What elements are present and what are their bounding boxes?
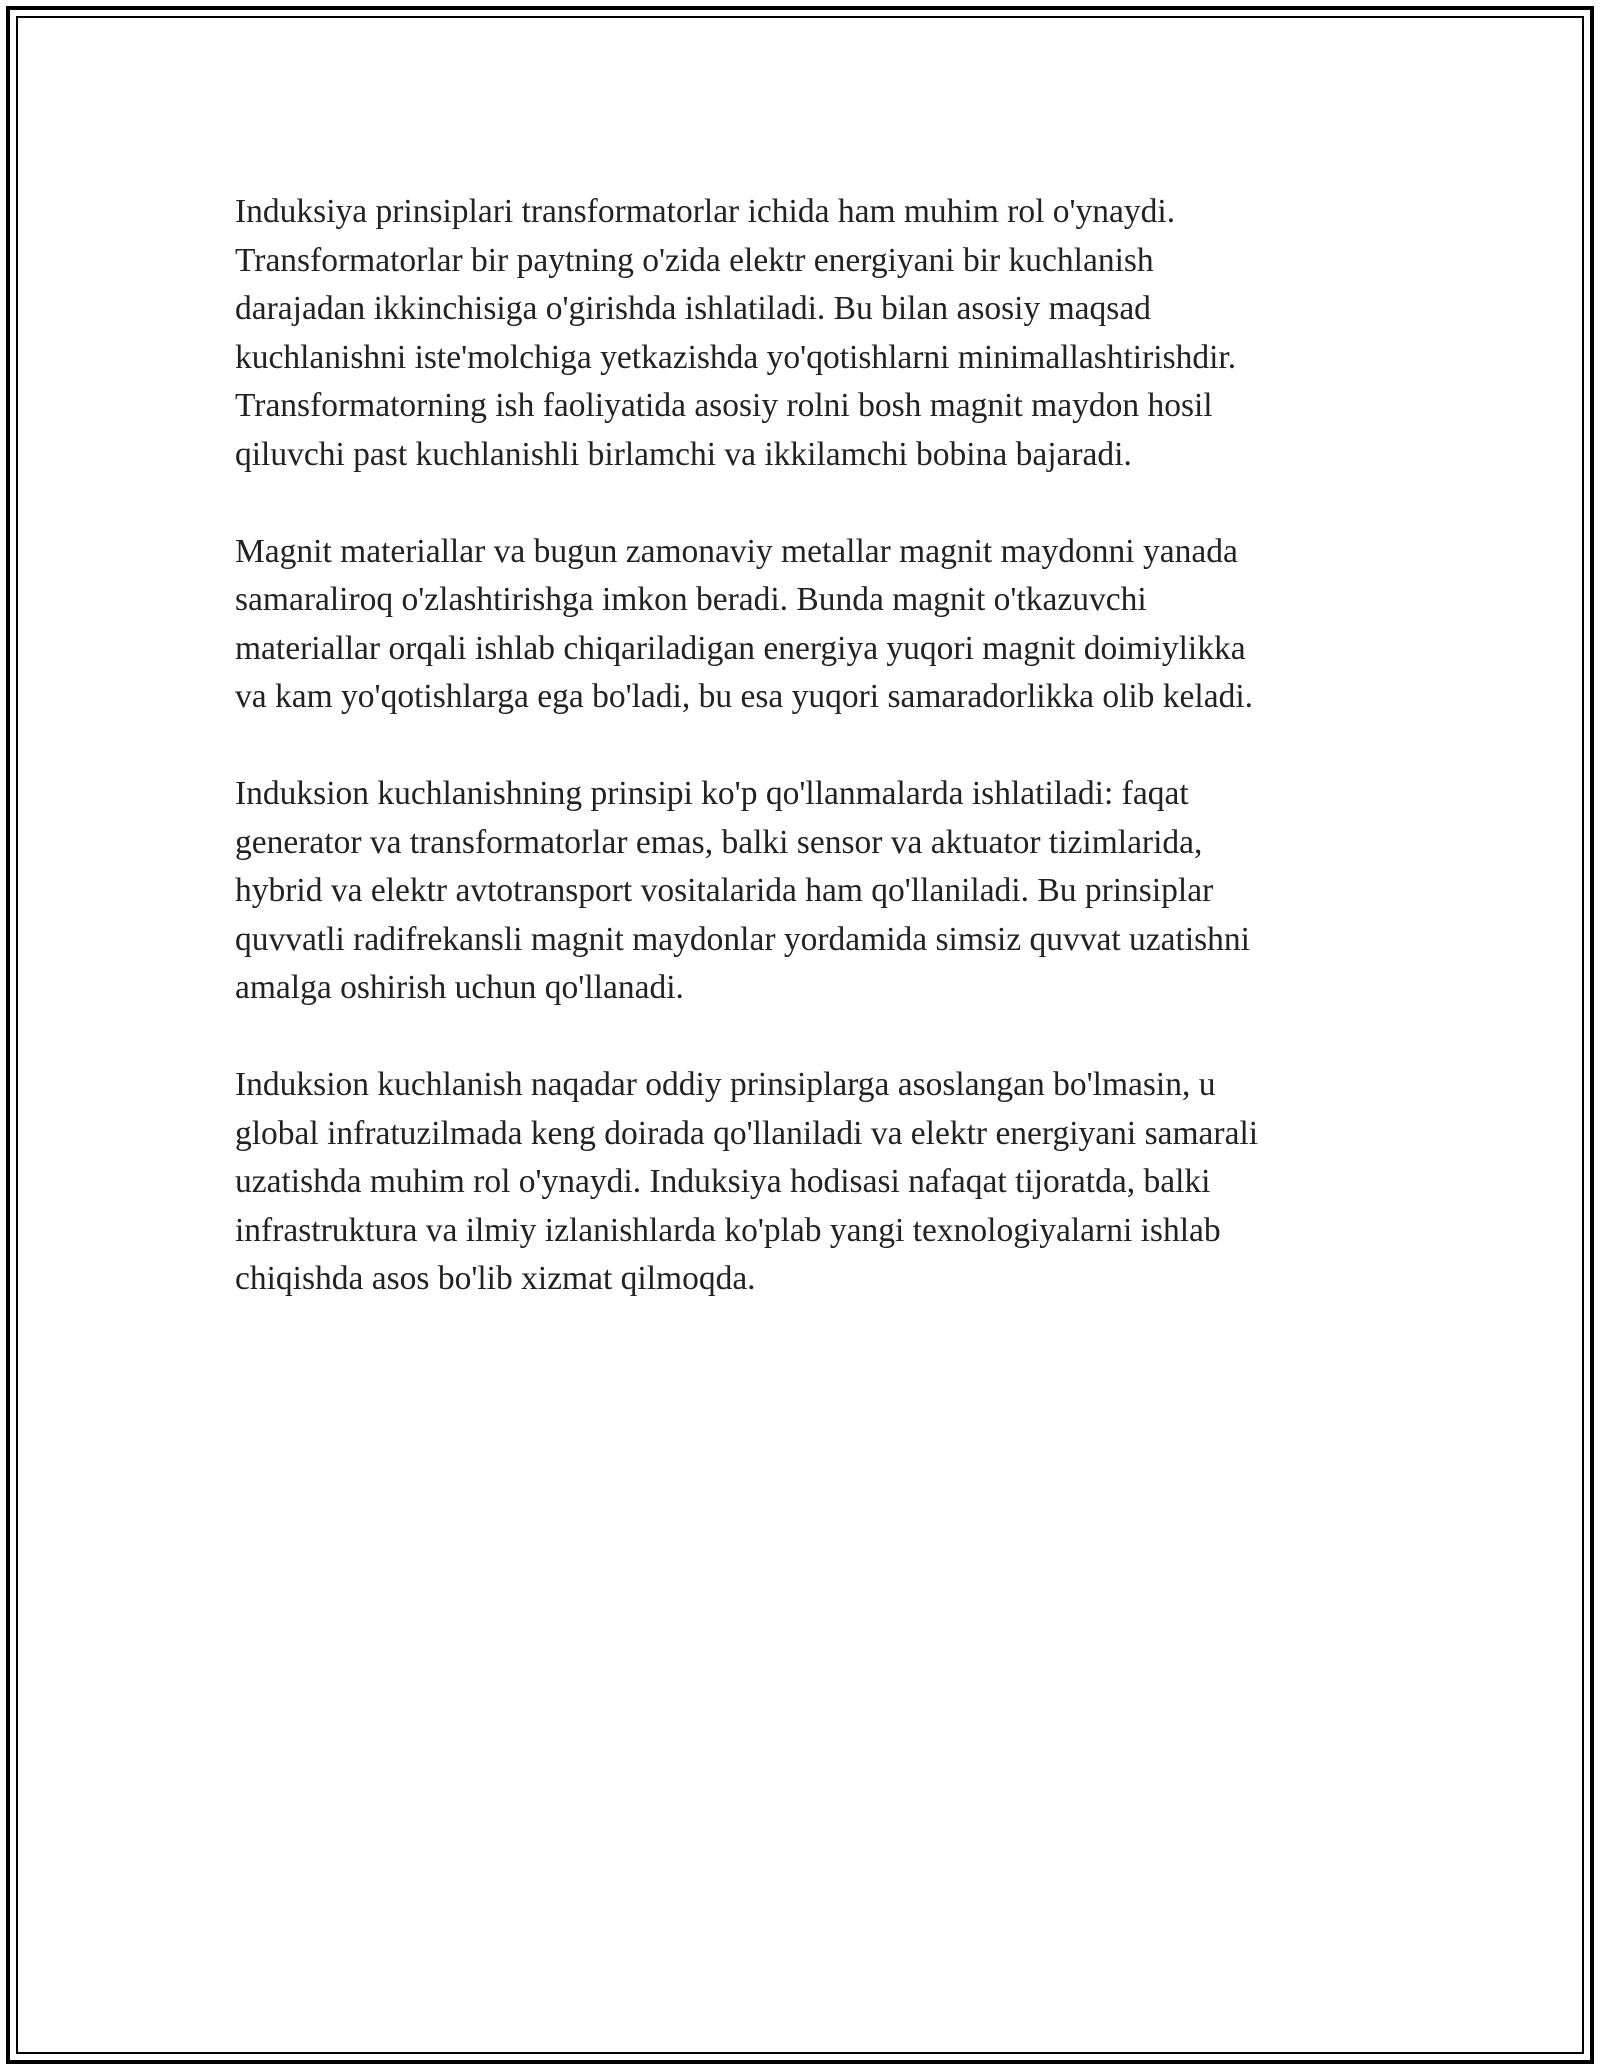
paragraph-conclusion: Induksion kuchlanish naqadar oddiy prinsiplarga asoslangan bo'lmasin, u global infratuzilmada keng doirada qo'llaniladi va elektr energiyani samarali uzatishda muhim rol o'ynaydi. Induksiya hodisasi nafaqat tijoratda, balki infrastruktura va ilmiy izlanishlarda ko'plab yangi texnologiyalarni ishlab chiqishda asos bo'lib xizmat qilmoqda. — [235, 1066, 1259, 1297]
document-body — [235, 188, 1385, 1352]
paragraph-applications: Induksion kuchlanishning prinsipi ko'p qo'llanmalarda ishlatiladi: faqat generator va transformatorlar emas, balki sensor va aktuator tizimlarida, hybrid va elektr avtotransport vositalarida ham qo'llaniladi. Bu prinsiplar quvvatli radifrekansli magnit maydonlar yordamida simsiz quvvat uzatishni amalga oshirish uchun qo'llanadi. — [235, 775, 1250, 1006]
paragraph-transformers: Induksiya prinsiplari transformatorlar ichida ham muhim rol o'ynaydi. Transformatorlar bir paytning o'zida elektr energiyani bir kuchlanish darajadan ikkinchisiga o'girishda ishlatiladi. Bu bilan asosiy maqsad kuchlanishni iste'molchiga yetkazishda yo'qotishlarni minimallashtirishdir. Transformatorning ish faoliyatida asosiy rolni bosh magnit maydon hosil qiluvchi past kuchlanishli birlamchi va ikkilamchi bobina bajaradi. — [235, 193, 1237, 473]
paragraph-magnetic-materials: Magnit materiallar va bugun zamonaviy metallar magnit maydonni yanada samaraliroq o'zlashtirishga imkon beradi. Bunda magnit o'tkazuvchi materiallar orqali ishlab chiqariladigan energiya yuqori magnit doimiylikka va kam yo'qotishlarga ega bo'ladi, bu esa yuqori samaradorlikka olib keladi. — [235, 532, 1254, 715]
